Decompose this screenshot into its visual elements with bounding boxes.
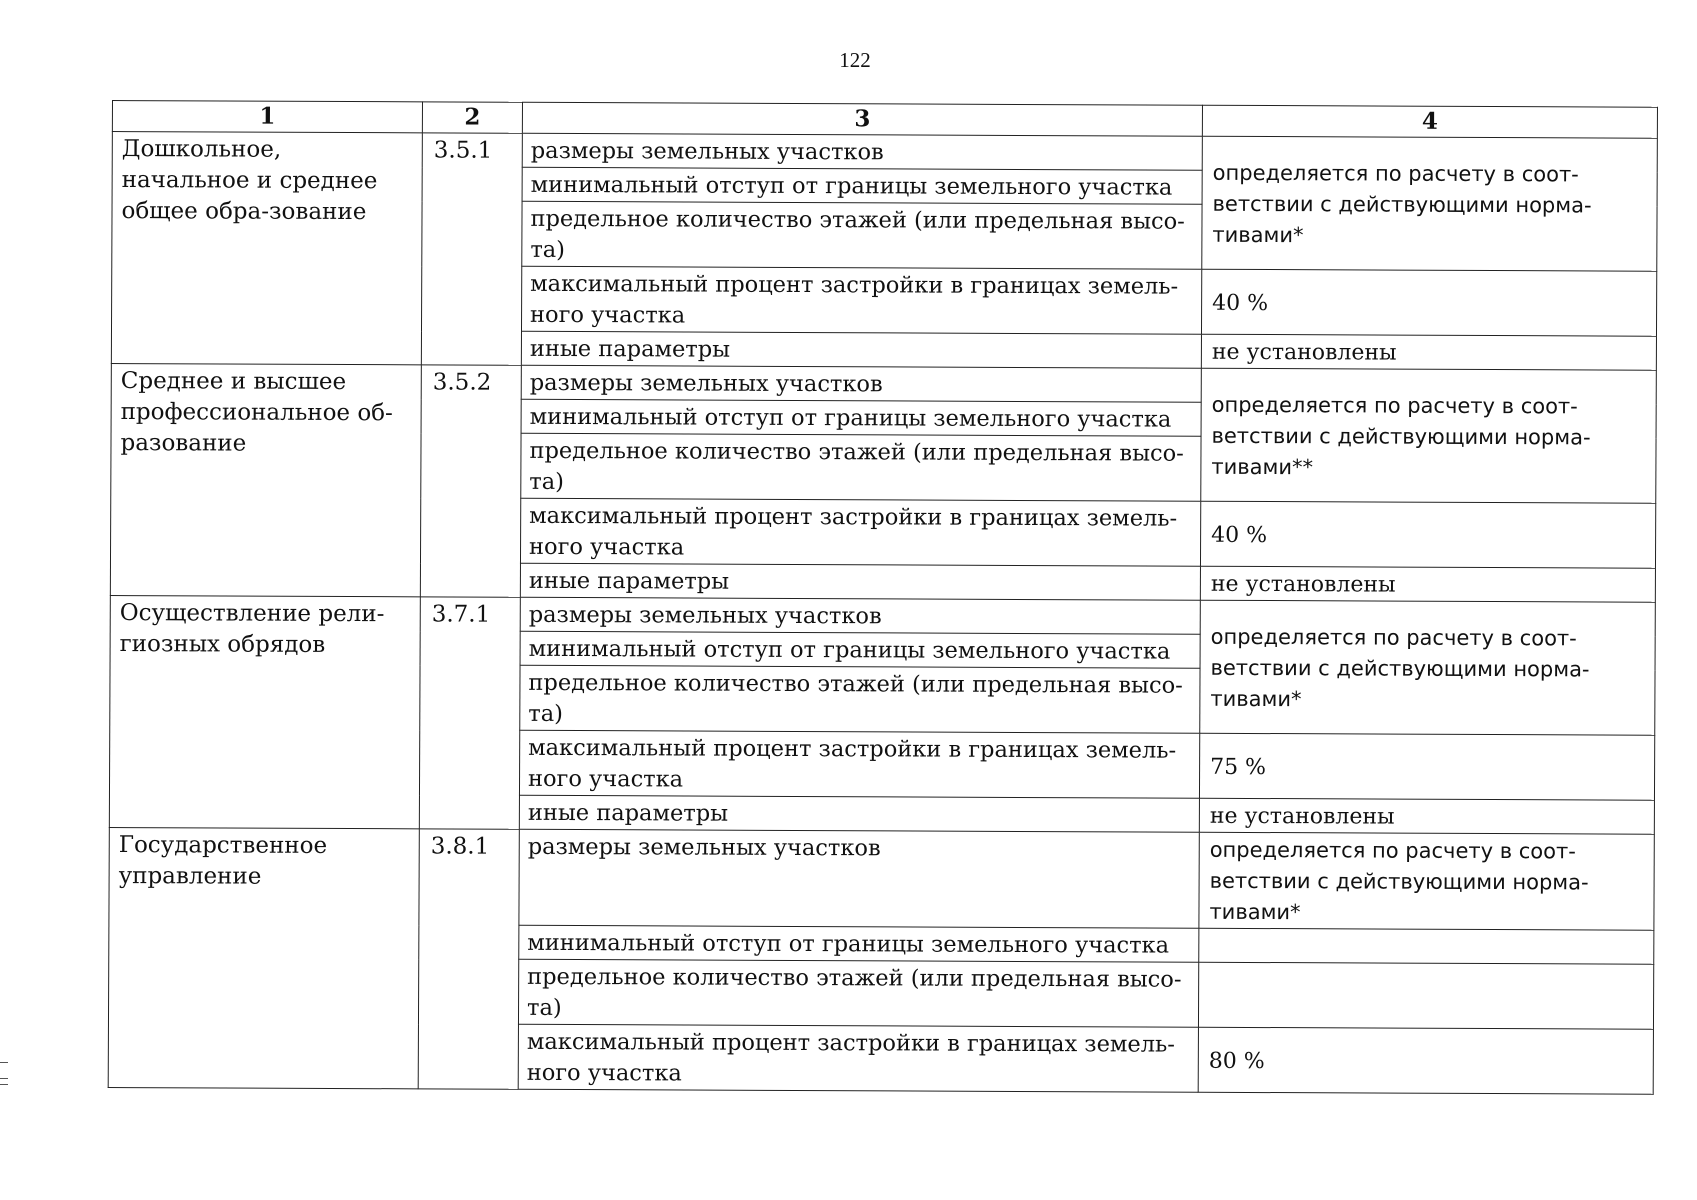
parameter-name: максимальный процент застройки в границах земель-ного участка (521, 266, 1201, 334)
table-row (111, 363, 1656, 404)
header-col-1: 1 (112, 101, 422, 133)
parameter-name: иные параметры (520, 563, 1200, 600)
parameter-name: максимальный процент застройки в границах земель-ного участка (519, 730, 1199, 798)
regulations-table (108, 100, 1658, 1095)
parameter-value (1199, 928, 1654, 964)
parameter-name: иные параметры (521, 331, 1201, 368)
margin-mark (0, 1078, 8, 1079)
parameter-name: максимальный процент застройки в границах земель-ного участка (520, 498, 1200, 566)
parameter-value (1198, 962, 1653, 1029)
parameter-value: определяется по расчету в соот-ветствии с действующими норма-тивами* (1200, 600, 1656, 735)
parameter-name: минимальный отступ от границы земельного участка (520, 631, 1200, 668)
parameter-value: не установлены (1200, 566, 1655, 602)
parameter-name: размеры земельных участков (522, 133, 1202, 170)
parameter-value: 40 % (1200, 501, 1655, 568)
page-number: 122 (839, 48, 871, 72)
table-row (109, 827, 1654, 930)
use-type-code: 3.5.2 (420, 365, 521, 597)
parameter-name: предельное количество этажей (или предельная высо-та) (518, 959, 1198, 1027)
parameter-value: 40 % (1201, 269, 1656, 336)
header-col-3: 3 (522, 102, 1202, 136)
parameter-value: определяется по расчету в соот-ветствии с действующими норма-тивами** (1201, 368, 1657, 503)
use-type-name: Среднее и высшее профессиональное об-разование (110, 363, 421, 596)
parameter-value: определяется по расчету в соот-ветствии с действующими норма-тивами* (1202, 136, 1658, 271)
parameter-name: предельное количество этажей (или предельная высо-та) (521, 433, 1201, 501)
parameter-value: 75 % (1199, 733, 1654, 800)
parameter-name: размеры земельных участков (521, 365, 1201, 402)
table-row (112, 132, 1657, 173)
use-type-name: Дошкольное, начальное и среднее общее обра-зование (111, 132, 422, 365)
margin-mark (0, 1084, 8, 1085)
parameter-value: определяется по расчету в соот-ветствии с действующими норма-тивами* (1199, 832, 1654, 930)
parameter-name: иные параметры (519, 795, 1199, 832)
use-type-name: Осуществление рели-гиозных обрядов (109, 595, 420, 828)
parameter-name: минимальный отступ от границы земельного участка (521, 399, 1201, 436)
table-row (110, 595, 1655, 636)
parameter-name: максимальный процент застройки в границах земель-ного участка (518, 1024, 1198, 1092)
use-type-code: 3.7.1 (419, 597, 520, 829)
parameter-name: минимальный отступ от границы земельного участка (519, 925, 1199, 962)
use-type-code: 3.8.1 (418, 829, 519, 1089)
parameter-value: не установлены (1201, 334, 1656, 370)
parameter-name: размеры земельных участков (520, 597, 1200, 634)
use-type-name: Государственное управление (108, 827, 419, 1088)
header-col-4: 4 (1202, 105, 1657, 138)
header-col-2: 2 (422, 102, 522, 133)
parameter-name: предельное количество этажей (или предельная высо-та) (522, 201, 1202, 269)
parameter-name: размеры земельных участков (519, 829, 1199, 928)
use-type-code: 3.5.1 (421, 133, 522, 365)
parameter-value: 80 % (1198, 1027, 1653, 1094)
regulations-table-container (108, 100, 1657, 1095)
parameter-name: минимальный отступ от границы земельного участка (522, 167, 1202, 204)
margin-mark (0, 1062, 8, 1063)
parameter-value: не установлены (1199, 798, 1654, 834)
parameter-name: предельное количество этажей (или предельная высо-та) (520, 665, 1200, 733)
